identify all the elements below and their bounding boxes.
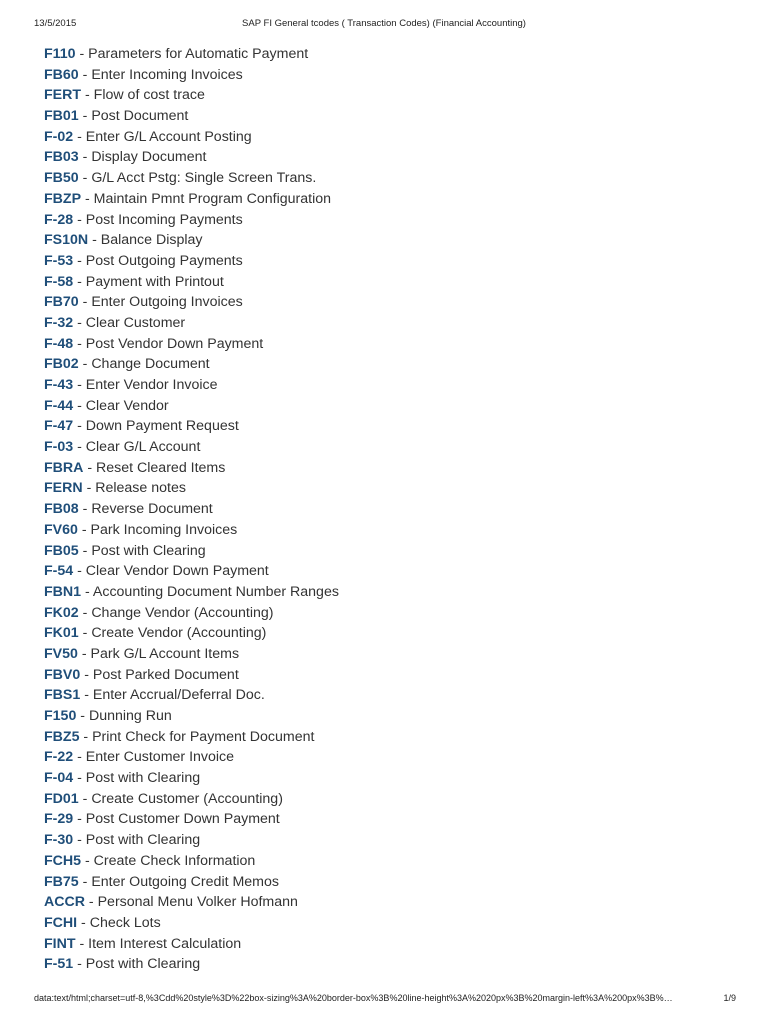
list-item (44, 458, 744, 479)
list-item (44, 65, 744, 86)
separator: - (73, 128, 86, 145)
separator: - (73, 377, 86, 393)
tcode: F-51 (44, 956, 74, 973)
header-date: 13/5/2015 (34, 18, 77, 29)
tcode: F-54 (44, 563, 74, 580)
list-item (44, 913, 744, 934)
list-item (44, 954, 744, 975)
list-item (44, 416, 744, 437)
list-item (44, 230, 744, 251)
separator: - (73, 749, 86, 766)
tcode: FK01 (44, 625, 79, 642)
tcode-description: Clear Customer (85, 314, 186, 331)
tcode: FD01 (44, 790, 79, 807)
tcode: FCH5 (44, 852, 82, 869)
tcode: FB08 (44, 501, 79, 518)
tcode: FB03 (44, 149, 79, 166)
list-item (44, 768, 744, 789)
list-item (44, 272, 744, 293)
list-item (44, 644, 744, 665)
separator: - (81, 852, 94, 869)
tcode-description: Post with Clearing (85, 956, 201, 973)
tcode: FBV0 (44, 666, 81, 683)
tcode-list (44, 44, 744, 975)
tcode: FERT (44, 87, 82, 104)
tcode-description: Reverse Document (91, 501, 213, 518)
tcode-description: Change Vendor (Accounting) (91, 604, 274, 621)
separator: - (81, 190, 94, 207)
tcode: FB01 (44, 108, 79, 125)
tcode-description: Create Check Information (93, 852, 256, 869)
separator: - (83, 459, 97, 476)
tcode: F-44 (44, 397, 74, 414)
page-number: 1/9 (723, 993, 736, 1003)
tcode: F-04 (44, 770, 74, 787)
separator: - (78, 149, 92, 166)
tcode: F-30 (44, 832, 74, 849)
tcode-description: Print Check for Payment Document (92, 728, 315, 745)
separator: - (73, 397, 86, 414)
separator: - (73, 211, 86, 228)
list-item (44, 685, 744, 706)
tcode: F-02 (44, 128, 74, 145)
separator: - (76, 708, 89, 724)
tcode-description: Clear Vendor (85, 397, 169, 414)
tcode: FB50 (44, 170, 79, 187)
separator: - (78, 108, 92, 125)
tcode: FBRA (44, 459, 84, 476)
list-item (44, 872, 744, 893)
tcode: FB75 (44, 873, 79, 890)
separator: - (73, 314, 86, 331)
list-item (44, 437, 744, 458)
separator: - (73, 563, 86, 580)
tcode: FB02 (44, 356, 79, 373)
list-item (44, 623, 744, 644)
separator: - (79, 728, 93, 745)
list-item (44, 706, 744, 727)
tcode-description: Flow of cost trace (93, 87, 205, 104)
tcode: F-43 (44, 377, 74, 393)
tcode-description: G/L Acct Pstg: Single Screen Trans. (91, 170, 317, 187)
tcode-description: Enter Incoming Invoices (91, 66, 243, 83)
tcode-description: Post with Clearing (85, 832, 201, 849)
tcode-description: Create Customer (Accounting) (91, 790, 283, 807)
list-item (44, 334, 744, 355)
separator: - (73, 335, 86, 352)
tcode: FS10N (44, 232, 89, 249)
separator: - (78, 625, 92, 642)
tcode: FCHI (44, 914, 78, 931)
list-item (44, 789, 744, 810)
tcode: FERN (44, 480, 83, 497)
list-item (44, 541, 744, 562)
separator: - (73, 832, 86, 849)
separator: - (75, 46, 89, 62)
list-item (44, 830, 744, 851)
list-item (44, 168, 744, 189)
tcode-description: Change Document (91, 356, 210, 373)
tcode: FB05 (44, 542, 79, 559)
tcode: FV50 (44, 645, 78, 662)
separator: - (73, 811, 86, 828)
list-item (44, 603, 744, 624)
list-item (44, 809, 744, 830)
tcode-description: Maintain Pmnt Program Configuration (93, 190, 332, 207)
separator: - (73, 418, 86, 435)
separator: - (81, 583, 93, 600)
tcode-description: Post with Clearing (91, 542, 206, 559)
tcode-description: Park G/L Account Items (90, 645, 240, 662)
tcode: F-29 (44, 811, 74, 828)
list-item (44, 313, 744, 334)
tcode-description: Clear Vendor Down Payment (85, 563, 269, 580)
tcode-description: Parameters for Automatic Payment (88, 46, 309, 62)
tcode: FBS1 (44, 687, 81, 704)
tcode: FBZ5 (44, 728, 80, 745)
footer-url: data:text/html;charset=utf-8,%3Cdd%20style%3D%22box-sizing%3A%20border-box%3B%20line-height%3A%2020px%3B%20margin-left%3A%200px%3B%… (34, 993, 673, 1003)
separator: - (81, 87, 94, 104)
tcode-description: Payment with Printout (85, 273, 224, 290)
tcode: FK02 (44, 604, 79, 621)
tcode-description: Post Incoming Payments (85, 211, 243, 228)
list-item (44, 127, 744, 148)
page-title: SAP FI General tcodes ( Transaction Codes) (Financial Accounting) (242, 18, 526, 29)
separator: - (84, 894, 98, 911)
tcode: F150 (44, 708, 77, 724)
list-item (44, 665, 744, 686)
tcode: F110 (44, 46, 76, 62)
tcode-description: Balance Display (100, 232, 203, 249)
separator: - (73, 439, 86, 456)
tcode-description: Post Parked Document (92, 666, 239, 683)
tcode: F-03 (44, 439, 74, 456)
list-item (44, 727, 744, 748)
separator: - (78, 356, 92, 373)
list-item (44, 354, 744, 375)
tcode-description: Enter Outgoing Invoices (91, 294, 243, 311)
list-item (44, 44, 744, 65)
list-item (44, 934, 744, 955)
tcode: F-58 (44, 273, 74, 290)
list-item (44, 582, 744, 603)
separator: - (77, 914, 90, 931)
separator: - (78, 790, 92, 807)
tcode: FB70 (44, 294, 79, 311)
tcode-description: Item Interest Calculation (88, 935, 242, 952)
tcode: F-28 (44, 211, 74, 228)
tcode-description: Post Document (91, 108, 189, 125)
tcode-description: Create Vendor (Accounting) (91, 625, 267, 642)
tcode-description: Enter Vendor Invoice (85, 377, 218, 393)
tcode-description: Personal Menu Volker Hofmann (97, 894, 298, 911)
tcode-description: Accounting Document Number Ranges (92, 583, 339, 600)
separator: - (78, 66, 92, 83)
tcode-description: Release notes (95, 480, 186, 497)
separator: - (73, 956, 86, 973)
list-item (44, 747, 744, 768)
separator: - (78, 604, 92, 621)
list-item (44, 892, 744, 913)
tcode-description: Post Vendor Down Payment (85, 335, 264, 352)
list-item (44, 478, 744, 499)
list-item (44, 561, 744, 582)
list-item (44, 147, 744, 168)
tcode-description: Enter Outgoing Credit Memos (91, 873, 279, 890)
tcode: F-22 (44, 749, 74, 766)
list-item (44, 499, 744, 520)
tcode: FBZP (44, 190, 82, 207)
list-item (44, 851, 744, 872)
separator: - (77, 645, 91, 662)
separator: - (78, 542, 92, 559)
list-item (44, 292, 744, 313)
list-item (44, 210, 744, 231)
tcode: F-32 (44, 314, 74, 331)
tcode-description: Down Payment Request (85, 418, 239, 435)
list-item (44, 85, 744, 106)
tcode-description: Display Document (91, 149, 207, 166)
tcode-description: Post Customer Down Payment (85, 811, 280, 828)
list-item (44, 106, 744, 127)
tcode: F-47 (44, 418, 74, 435)
separator: - (77, 521, 91, 538)
separator: - (73, 770, 86, 787)
tcode-description: Park Incoming Invoices (90, 521, 238, 538)
list-item (44, 520, 744, 541)
tcode: FB60 (44, 66, 79, 83)
separator: - (80, 666, 93, 683)
tcode: ACCR (44, 894, 85, 911)
tcode: FINT (44, 935, 76, 952)
tcode-description: Post with Clearing (85, 770, 201, 787)
separator: - (78, 294, 92, 311)
tcode: FV60 (44, 521, 78, 538)
separator: - (73, 273, 86, 290)
tcode-description: Enter G/L Account Posting (85, 128, 252, 145)
tcode-description: Dunning Run (88, 708, 172, 724)
tcode-description: Enter Customer Invoice (85, 749, 235, 766)
tcode: FBN1 (44, 583, 82, 600)
separator: - (75, 935, 89, 952)
separator: - (78, 873, 92, 890)
tcode-description: Post Outgoing Payments (85, 252, 243, 269)
separator: - (82, 480, 96, 497)
tcode-description: Clear G/L Account (85, 439, 201, 456)
separator: - (88, 232, 101, 249)
tcode: F-48 (44, 335, 74, 352)
separator: - (80, 687, 93, 704)
list-item (44, 375, 744, 396)
tcode-description: Reset Cleared Items (96, 459, 226, 476)
separator: - (78, 170, 92, 187)
list-item (44, 189, 744, 210)
list-item (44, 251, 744, 272)
tcode: F-53 (44, 252, 74, 269)
separator: - (78, 501, 92, 518)
separator: - (73, 252, 86, 269)
tcode-description: Enter Accrual/Deferral Doc. (92, 687, 265, 704)
list-item (44, 396, 744, 417)
tcode-description: Check Lots (89, 914, 161, 931)
